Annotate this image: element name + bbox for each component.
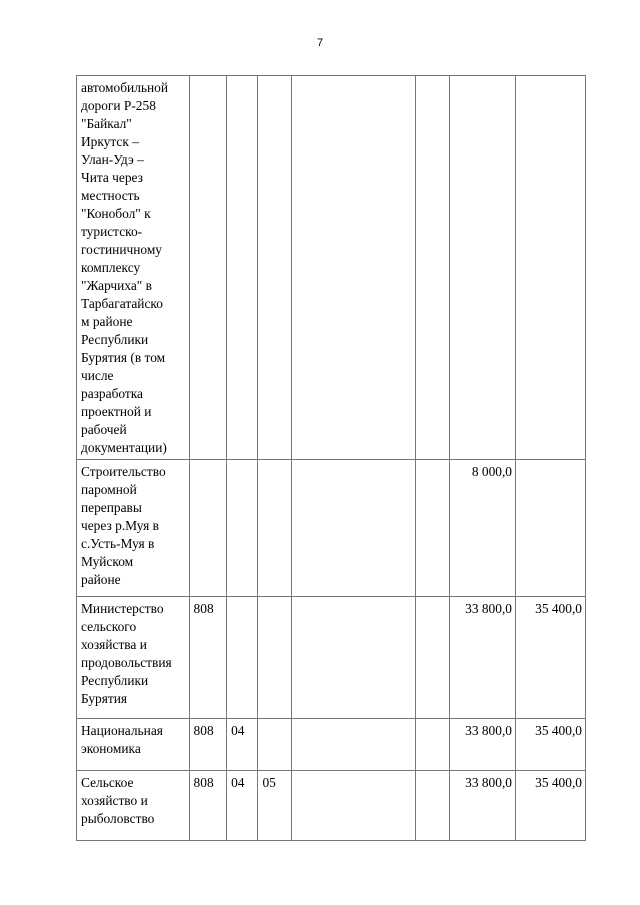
section-code-cell: 04 — [227, 771, 258, 841]
target-article-cell — [291, 719, 415, 771]
expense-type-cell — [415, 719, 449, 771]
ministry-code-cell: 808 — [189, 719, 227, 771]
amount-year-1-cell: 33 800,0 — [450, 719, 516, 771]
amount-year-2-cell: 35 400,0 — [516, 771, 586, 841]
table-row — [77, 76, 586, 460]
ministry-code-cell: 808 — [189, 597, 227, 719]
ministry-code-cell: 808 — [189, 771, 227, 841]
expense-type-cell — [415, 771, 449, 841]
amount-year-1-cell: 33 800,0 — [450, 771, 516, 841]
ministry-code-cell — [189, 460, 227, 597]
section-code-cell — [227, 460, 258, 597]
subsection-code-cell: 05 — [258, 771, 291, 841]
amount-year-1-cell: 8 000,0 — [450, 460, 516, 597]
target-article-cell — [291, 76, 415, 460]
expense-type-cell — [415, 460, 449, 597]
expense-type-cell — [415, 597, 449, 719]
subsection-code-cell — [258, 460, 291, 597]
row-name-cell: Сельское хозяйство и рыболовство — [77, 771, 190, 841]
expense-type-cell — [415, 76, 449, 460]
amount-year-1-cell — [450, 76, 516, 460]
amount-year-1-cell: 33 800,0 — [450, 597, 516, 719]
budget-table — [76, 75, 586, 841]
table-row — [77, 771, 586, 841]
subsection-code-cell — [258, 719, 291, 771]
ministry-code-cell — [189, 76, 227, 460]
row-name-cell: Строительство паромной переправы через р.Муя в с.Усть-Муя в Муйском районе — [77, 460, 190, 597]
target-article-cell — [291, 460, 415, 597]
subsection-code-cell — [258, 76, 291, 460]
table-row — [77, 719, 586, 771]
subsection-code-cell — [258, 597, 291, 719]
page-number: 7 — [316, 37, 324, 49]
section-code-cell — [227, 76, 258, 460]
amount-year-2-cell: 35 400,0 — [516, 597, 586, 719]
row-name-cell: Национальная экономика — [77, 719, 190, 771]
section-code-cell — [227, 597, 258, 719]
amount-year-2-cell: 35 400,0 — [516, 719, 586, 771]
target-article-cell — [291, 771, 415, 841]
target-article-cell — [291, 597, 415, 719]
section-code-cell: 04 — [227, 719, 258, 771]
table-row — [77, 597, 586, 719]
row-name-cell: Министерство сельского хозяйства и продовольствия Республики Бурятия — [77, 597, 190, 719]
amount-year-2-cell — [516, 460, 586, 597]
table-row — [77, 460, 586, 597]
row-name-cell: автомобильной дороги Р-258 "Байкал" Иркутск – Улан-Удэ – Чита через местность "Конобол" к туристско- гостиничному комплексу "Жарчиха" в Тарбагатайско м районе Республики Бурятия (в том числе разработка проектной и рабочей документации) — [77, 76, 190, 460]
amount-year-2-cell — [516, 76, 586, 460]
